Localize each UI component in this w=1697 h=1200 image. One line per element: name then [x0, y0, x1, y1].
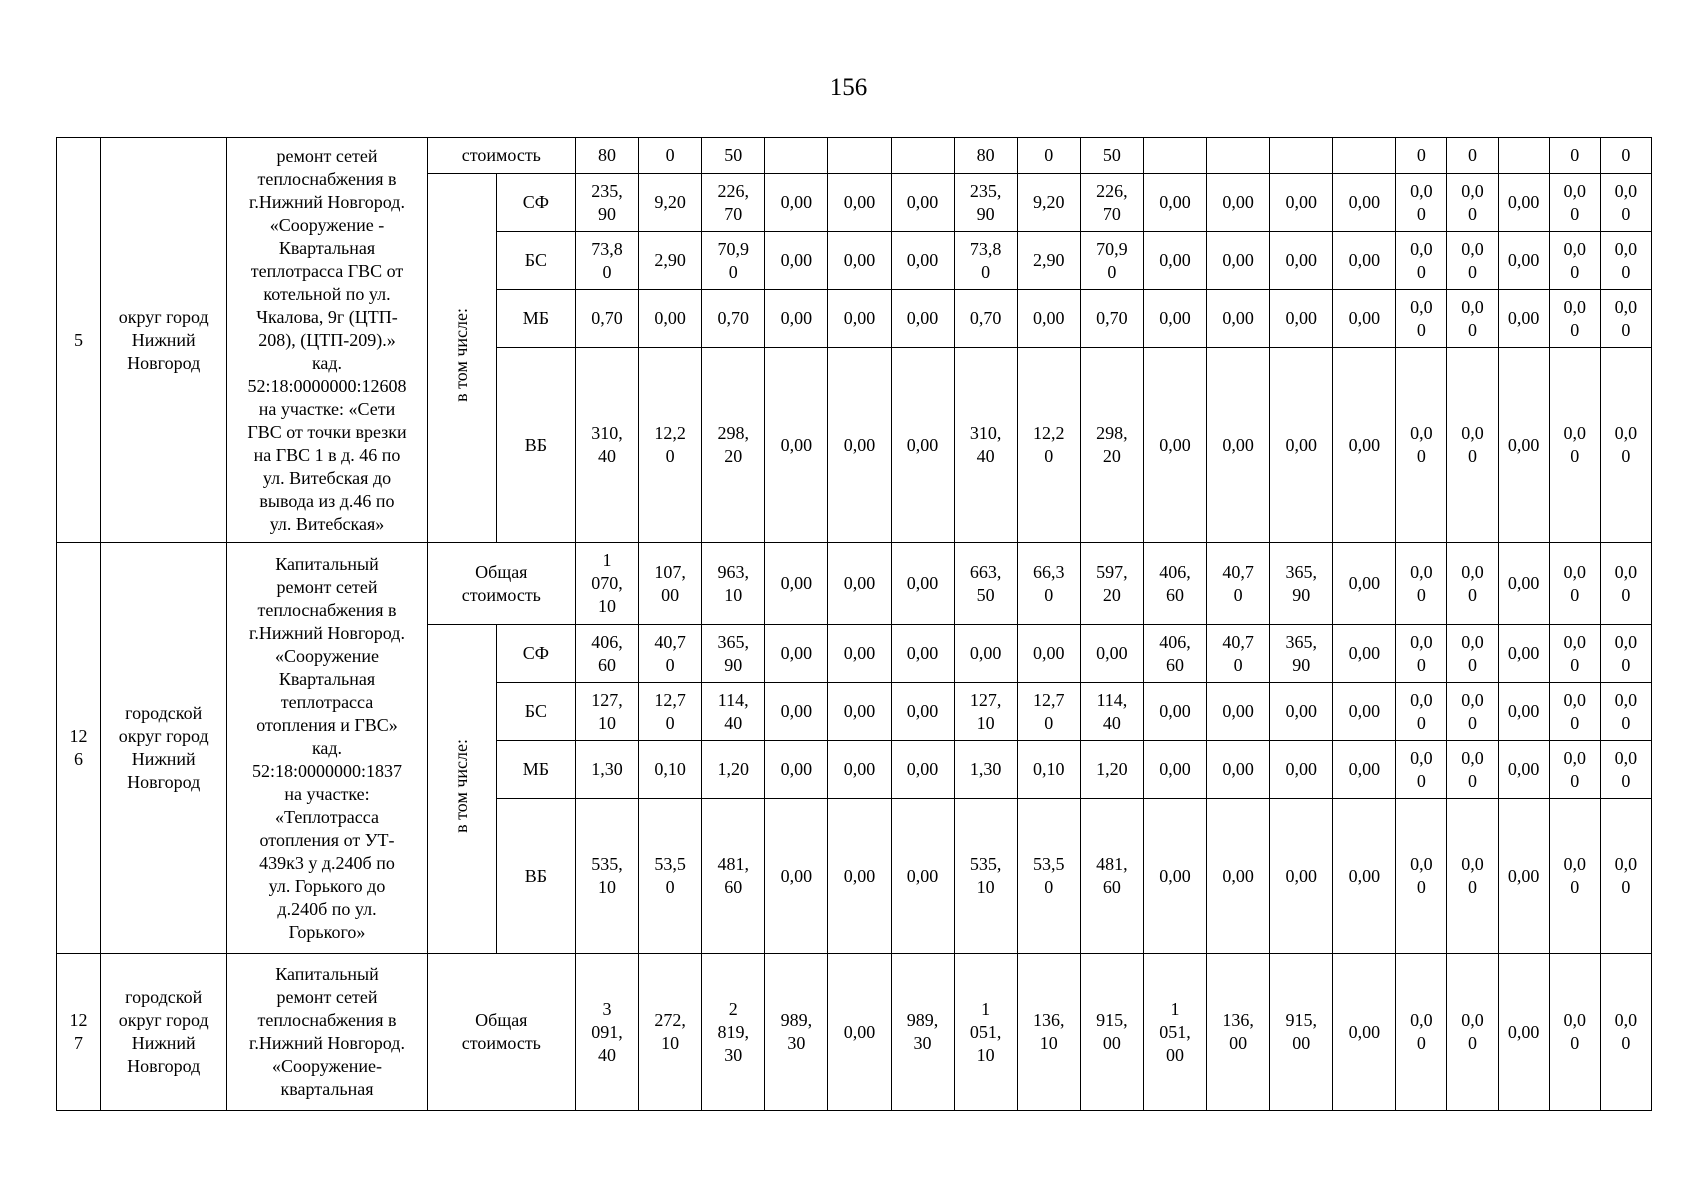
value-cell: 0,00: [1270, 348, 1333, 543]
value-cell: 0,0 0: [1447, 543, 1498, 625]
table-row: [57, 954, 1652, 1111]
value-cell: 66,3 0: [1017, 543, 1080, 625]
value-cell: 136, 00: [1207, 954, 1270, 1111]
value-cell: 535, 10: [575, 799, 638, 954]
total-label-cell: Общая стоимость: [427, 954, 575, 1111]
value-cell: 989, 30: [765, 954, 828, 1111]
value-cell: 0,0 0: [1396, 625, 1447, 683]
value-cell: 0,00: [1270, 799, 1333, 954]
value-cell: 0,00: [1333, 232, 1396, 290]
value-cell: 0,00: [1498, 954, 1549, 1111]
value-cell: 0,10: [639, 741, 702, 799]
funding-source-cell: БС: [496, 683, 575, 741]
value-cell: 0,00: [1270, 290, 1333, 348]
value-cell: 0,00: [891, 348, 954, 543]
value-cell: 0,00: [1498, 799, 1549, 954]
value-cell: 0,00: [828, 741, 891, 799]
value-cell: 481, 60: [702, 799, 765, 954]
value-cell: 0,00: [828, 625, 891, 683]
value-cell: 0,10: [1017, 741, 1080, 799]
table-row: [57, 138, 1652, 174]
value-cell: 0,00: [1143, 348, 1206, 543]
value-cell: 0,00: [1080, 625, 1143, 683]
value-cell: [1270, 138, 1333, 174]
value-cell: 406, 60: [575, 625, 638, 683]
value-cell: [1207, 138, 1270, 174]
funding-source-cell: МБ: [496, 741, 575, 799]
value-cell: 127, 10: [954, 683, 1017, 741]
value-cell: 0,0 0: [1600, 348, 1651, 543]
value-cell: 0,00: [1143, 232, 1206, 290]
row-number-cell: 12 6: [57, 543, 101, 954]
value-cell: 0,00: [1143, 174, 1206, 232]
value-cell: 0,00: [1207, 348, 1270, 543]
including-label: в том числе:: [451, 739, 472, 833]
value-cell: 226, 70: [702, 174, 765, 232]
value-cell: 0,00: [1270, 741, 1333, 799]
value-cell: 365, 90: [702, 625, 765, 683]
value-cell: 0,70: [1080, 290, 1143, 348]
value-cell: 0,0 0: [1600, 741, 1651, 799]
value-cell: 80: [954, 138, 1017, 174]
value-cell: 0,00: [1333, 290, 1396, 348]
value-cell: 0,0 0: [1549, 625, 1600, 683]
total-label-cell: Общая стоимость: [427, 543, 575, 625]
value-cell: 0,00: [891, 683, 954, 741]
value-cell: 1 051, 10: [954, 954, 1017, 1111]
value-cell: 2 819, 30: [702, 954, 765, 1111]
value-cell: 0,00: [765, 348, 828, 543]
value-cell: 0,0 0: [1396, 799, 1447, 954]
description-cell: ремонт сетей теплоснабжения в г.Нижний Новгород. «Сооружение - Квартальная теплотрасса ГВС от котельной по ул. Чкалова, 9г (ЦТП- 208), (ЦТП-209).» кад. 52:18:0000000:12608 на участке: «Сети ГВС от точки врезки на ГВС 1 в д. 46 по ул. Витебская до вывода из д.46 по ул. Витебская»: [227, 138, 427, 543]
value-cell: 1,20: [1080, 741, 1143, 799]
value-cell: 1,20: [702, 741, 765, 799]
value-cell: 0,00: [1333, 174, 1396, 232]
value-cell: 298, 20: [702, 348, 765, 543]
value-cell: 406, 60: [1143, 543, 1206, 625]
value-cell: 0,0 0: [1600, 625, 1651, 683]
value-cell: 0,00: [1498, 290, 1549, 348]
value-cell: 0,0 0: [1600, 290, 1651, 348]
value-cell: 0,70: [954, 290, 1017, 348]
value-cell: 0,0 0: [1600, 543, 1651, 625]
value-cell: 0,00: [1143, 290, 1206, 348]
value-cell: 235, 90: [954, 174, 1017, 232]
value-cell: 0,00: [1143, 799, 1206, 954]
value-cell: 0,0 0: [1549, 683, 1600, 741]
value-cell: 365, 90: [1270, 543, 1333, 625]
value-cell: 50: [1080, 138, 1143, 174]
value-cell: 0,0 0: [1447, 741, 1498, 799]
value-cell: 3 091, 40: [575, 954, 638, 1111]
value-cell: 0,00: [1498, 348, 1549, 543]
value-cell: 0,00: [1017, 625, 1080, 683]
value-cell: 0,00: [828, 348, 891, 543]
value-cell: 365, 90: [1270, 625, 1333, 683]
funding-source-cell: МБ: [496, 290, 575, 348]
value-cell: 0,00: [1270, 232, 1333, 290]
value-cell: 0: [1600, 138, 1651, 174]
value-cell: 0,0 0: [1549, 543, 1600, 625]
value-cell: 0,0 0: [1447, 174, 1498, 232]
value-cell: 915, 00: [1270, 954, 1333, 1111]
value-cell: 40,7 0: [1207, 543, 1270, 625]
value-cell: 0,0 0: [1447, 625, 1498, 683]
value-cell: 406, 60: [1143, 625, 1206, 683]
value-cell: 0,00: [765, 625, 828, 683]
value-cell: 0,00: [1333, 348, 1396, 543]
value-cell: 0,0 0: [1549, 954, 1600, 1111]
including-label: в том числе:: [451, 308, 472, 402]
value-cell: 0,0 0: [1447, 232, 1498, 290]
value-cell: 0,00: [1333, 741, 1396, 799]
value-cell: 0,00: [1143, 683, 1206, 741]
value-cell: 73,8 0: [954, 232, 1017, 290]
value-cell: 0,0 0: [1396, 290, 1447, 348]
value-cell: 80: [575, 138, 638, 174]
value-cell: 0,00: [765, 543, 828, 625]
value-cell: 0,0 0: [1549, 174, 1600, 232]
value-cell: 0,00: [1498, 741, 1549, 799]
value-cell: 0: [1017, 138, 1080, 174]
value-cell: 40,7 0: [639, 625, 702, 683]
funding-source-cell: БС: [496, 232, 575, 290]
value-cell: 0,00: [1498, 174, 1549, 232]
value-cell: 0,00: [1333, 543, 1396, 625]
value-cell: 310, 40: [575, 348, 638, 543]
value-cell: 0,0 0: [1396, 683, 1447, 741]
page-number: 156: [829, 74, 868, 101]
including-label-cell: [427, 174, 496, 543]
value-cell: 535, 10: [954, 799, 1017, 954]
value-cell: 0,0 0: [1549, 348, 1600, 543]
funding-source-cell: СФ: [496, 174, 575, 232]
funding-source-cell: СФ: [496, 625, 575, 683]
value-cell: 597, 20: [1080, 543, 1143, 625]
value-cell: 663, 50: [954, 543, 1017, 625]
value-cell: 0,00: [891, 741, 954, 799]
value-cell: 0,00: [828, 683, 891, 741]
value-cell: 0,00: [1333, 625, 1396, 683]
value-cell: 0,0 0: [1447, 954, 1498, 1111]
value-cell: 0,00: [954, 625, 1017, 683]
value-cell: 0,00: [828, 290, 891, 348]
value-cell: 0,00: [828, 174, 891, 232]
value-cell: 0,00: [828, 543, 891, 625]
value-cell: 0,00: [1143, 741, 1206, 799]
value-cell: 0,00: [1498, 683, 1549, 741]
value-cell: 114, 40: [702, 683, 765, 741]
value-cell: 0,00: [765, 741, 828, 799]
value-cell: 0,00: [639, 290, 702, 348]
description-cell: Капитальный ремонт сетей теплоснабжения в г.Нижний Новгород. «Сооружение- квартальная: [227, 954, 427, 1111]
value-cell: 0,0 0: [1396, 543, 1447, 625]
value-cell: 12,7 0: [639, 683, 702, 741]
value-cell: 73,8 0: [575, 232, 638, 290]
value-cell: 70,9 0: [1080, 232, 1143, 290]
value-cell: 0,00: [1498, 625, 1549, 683]
value-cell: 0,00: [1270, 174, 1333, 232]
row-number-cell: 5: [57, 138, 101, 543]
value-cell: 0,0 0: [1600, 683, 1651, 741]
value-cell: 107, 00: [639, 543, 702, 625]
value-cell: 0,00: [1207, 799, 1270, 954]
value-cell: 0,0 0: [1600, 174, 1651, 232]
value-cell: 0,00: [765, 799, 828, 954]
value-cell: 0,0 0: [1600, 799, 1651, 954]
value-cell: 114, 40: [1080, 683, 1143, 741]
value-cell: 0,00: [1498, 543, 1549, 625]
value-cell: 0,0 0: [1396, 741, 1447, 799]
value-cell: 0,0 0: [1600, 954, 1651, 1111]
value-cell: [828, 138, 891, 174]
value-cell: 0,0 0: [1396, 232, 1447, 290]
value-cell: 53,5 0: [1017, 799, 1080, 954]
value-cell: 0,00: [828, 954, 891, 1111]
value-cell: 0,70: [702, 290, 765, 348]
value-cell: 0,00: [891, 799, 954, 954]
value-cell: 0,0 0: [1447, 799, 1498, 954]
value-cell: 0: [1396, 138, 1447, 174]
value-cell: 9,20: [1017, 174, 1080, 232]
value-cell: 1 070, 10: [575, 543, 638, 625]
value-cell: 0,0 0: [1549, 741, 1600, 799]
value-cell: 481, 60: [1080, 799, 1143, 954]
value-cell: [765, 138, 828, 174]
row-number-cell: 12 7: [57, 954, 101, 1111]
value-cell: 0,00: [1207, 683, 1270, 741]
value-cell: 127, 10: [575, 683, 638, 741]
value-cell: 0,0 0: [1396, 954, 1447, 1111]
funding-table: [56, 137, 1652, 1111]
value-cell: 0,0 0: [1447, 348, 1498, 543]
value-cell: 0,00: [828, 232, 891, 290]
value-cell: 0,00: [765, 683, 828, 741]
funding-source-cell: ВБ: [496, 799, 575, 954]
value-cell: 12,7 0: [1017, 683, 1080, 741]
value-cell: [1143, 138, 1206, 174]
value-cell: 0,0 0: [1549, 799, 1600, 954]
value-cell: 298, 20: [1080, 348, 1143, 543]
value-cell: 0,00: [1207, 741, 1270, 799]
value-cell: [891, 138, 954, 174]
value-cell: 0,00: [765, 232, 828, 290]
value-cell: 963, 10: [702, 543, 765, 625]
value-cell: 0: [639, 138, 702, 174]
value-cell: 0,0 0: [1549, 290, 1600, 348]
value-cell: 12,2 0: [1017, 348, 1080, 543]
value-cell: 53,5 0: [639, 799, 702, 954]
value-cell: 915, 00: [1080, 954, 1143, 1111]
municipality-cell: городской округ город Нижний Новгород: [101, 954, 227, 1111]
value-cell: 1 051, 00: [1143, 954, 1206, 1111]
table-row: [57, 543, 1652, 625]
value-cell: 0,00: [1498, 232, 1549, 290]
value-cell: 1,30: [954, 741, 1017, 799]
value-cell: 0,00: [891, 232, 954, 290]
value-cell: 310, 40: [954, 348, 1017, 543]
value-cell: 0,00: [1333, 683, 1396, 741]
value-cell: 1,30: [575, 741, 638, 799]
value-cell: 0,0 0: [1396, 174, 1447, 232]
value-cell: 0,00: [1207, 232, 1270, 290]
value-cell: 0,00: [891, 543, 954, 625]
municipality-cell: городской округ город Нижний Новгород: [101, 543, 227, 954]
value-cell: 2,90: [1017, 232, 1080, 290]
value-cell: 0,00: [1207, 174, 1270, 232]
value-cell: 0: [1447, 138, 1498, 174]
value-cell: 2,90: [639, 232, 702, 290]
value-cell: 40,7 0: [1207, 625, 1270, 683]
value-cell: 0,70: [575, 290, 638, 348]
value-cell: 0,00: [1333, 799, 1396, 954]
value-cell: 0,00: [1333, 954, 1396, 1111]
value-cell: 989, 30: [891, 954, 954, 1111]
value-cell: 12,2 0: [639, 348, 702, 543]
value-cell: 70,9 0: [702, 232, 765, 290]
value-cell: 0,0 0: [1447, 290, 1498, 348]
value-cell: 0,00: [1207, 290, 1270, 348]
value-cell: 272, 10: [639, 954, 702, 1111]
value-cell: 235, 90: [575, 174, 638, 232]
value-cell: 0: [1549, 138, 1600, 174]
description-cell: Капитальный ремонт сетей теплоснабжения в г.Нижний Новгород. «Сооружение Квартальная теплотрасса отопления и ГВС» кад. 52:18:0000000:1837 на участке: «Теплотрасса отопления от УТ- 439к3 у д.240б по ул. Горького до д.240б по ул. Горького»: [227, 543, 427, 954]
value-cell: 0,0 0: [1549, 232, 1600, 290]
municipality-cell: округ город Нижний Новгород: [101, 138, 227, 543]
including-label-cell: [427, 625, 496, 954]
value-cell: 0,00: [765, 174, 828, 232]
value-cell: 0,00: [1270, 683, 1333, 741]
value-cell: 0,00: [1017, 290, 1080, 348]
value-cell: 136, 10: [1017, 954, 1080, 1111]
value-cell: 0,0 0: [1600, 232, 1651, 290]
funding-source-cell: ВБ: [496, 348, 575, 543]
value-cell: 0,00: [891, 625, 954, 683]
value-cell: 9,20: [639, 174, 702, 232]
value-cell: 0,00: [891, 290, 954, 348]
value-cell: 226, 70: [1080, 174, 1143, 232]
value-cell: 0,00: [828, 799, 891, 954]
value-cell: 0,0 0: [1447, 683, 1498, 741]
value-cell: [1498, 138, 1549, 174]
value-cell: 0,00: [891, 174, 954, 232]
total-label-cell: стоимость: [427, 138, 575, 174]
value-cell: [1333, 138, 1396, 174]
value-cell: 0,00: [765, 290, 828, 348]
value-cell: 0,0 0: [1396, 348, 1447, 543]
value-cell: 50: [702, 138, 765, 174]
